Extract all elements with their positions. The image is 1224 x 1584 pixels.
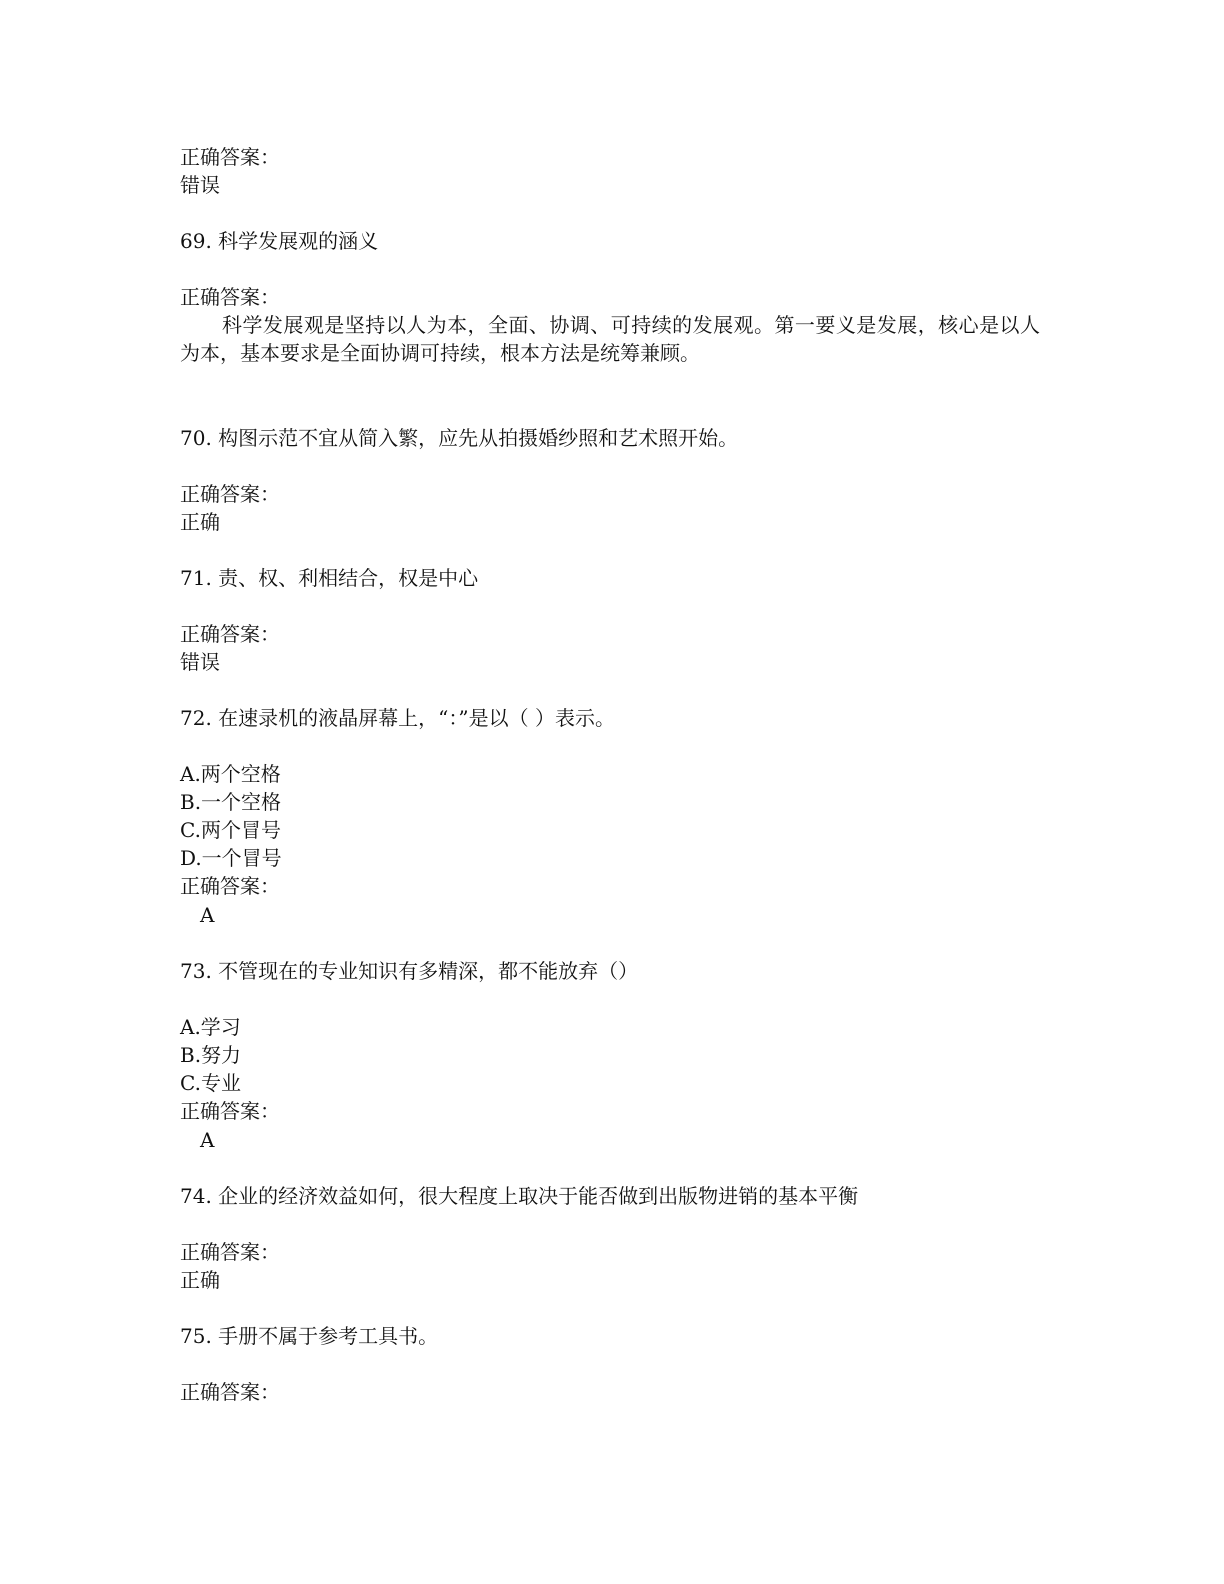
answer-label: 正确答案： bbox=[180, 622, 280, 646]
option-d: D.一个冒号 bbox=[180, 846, 282, 870]
answer-label: 正确答案： bbox=[180, 1380, 280, 1404]
question-71: 71. 责、权、利相结合，权是中心 bbox=[180, 566, 479, 590]
question-75: 75. 手册不属于参考工具书。 bbox=[180, 1324, 439, 1348]
answer-text: 错误 bbox=[180, 173, 220, 197]
option-b: B.努力 bbox=[180, 1043, 242, 1067]
option-a: A.学习 bbox=[180, 1015, 241, 1039]
question-74: 74. 企业的经济效益如何，很大程度上取决于能否做到出版物进销的基本平衡 bbox=[180, 1184, 859, 1208]
answer-label: 正确答案： bbox=[180, 145, 280, 169]
answer-label: 正确答案： bbox=[180, 1099, 280, 1123]
answer-text: 正确 bbox=[180, 1268, 220, 1292]
option-b: B.一个空格 bbox=[180, 790, 282, 814]
answer-label: 正确答案： bbox=[180, 482, 280, 506]
answer-label: 正确答案： bbox=[180, 1240, 280, 1264]
option-a: A.两个空格 bbox=[180, 762, 281, 786]
option-c: C.专业 bbox=[180, 1071, 241, 1095]
question-72: 72. 在速录机的液晶屏幕上，“：”是以（ ）表示。 bbox=[180, 706, 615, 730]
answer-label: 正确答案： bbox=[180, 874, 280, 898]
question-69: 69. 科学发展观的涵义 bbox=[180, 229, 379, 253]
answer-text: A bbox=[200, 903, 215, 927]
option-c: C.两个冒号 bbox=[180, 818, 281, 842]
answer-text: A bbox=[200, 1128, 215, 1152]
question-73: 73. 不管现在的专业知识有多精深，都不能放弃（） bbox=[180, 959, 639, 983]
question-70: 70. 构图示范不宜从简入繁，应先从拍摄婚纱照和艺术照开始。 bbox=[180, 426, 739, 450]
answer-label: 正确答案： bbox=[180, 285, 280, 309]
answer-text: 科学发展观是坚持以人为本，全面、协调、可持续的发展观。第一要义是发展，核心是以人为本，基本要求是全面协调可持续，根本方法是统筹兼顾。 bbox=[180, 313, 1040, 365]
answer-text: 正确 bbox=[180, 510, 220, 534]
answer-text: 错误 bbox=[180, 650, 220, 674]
